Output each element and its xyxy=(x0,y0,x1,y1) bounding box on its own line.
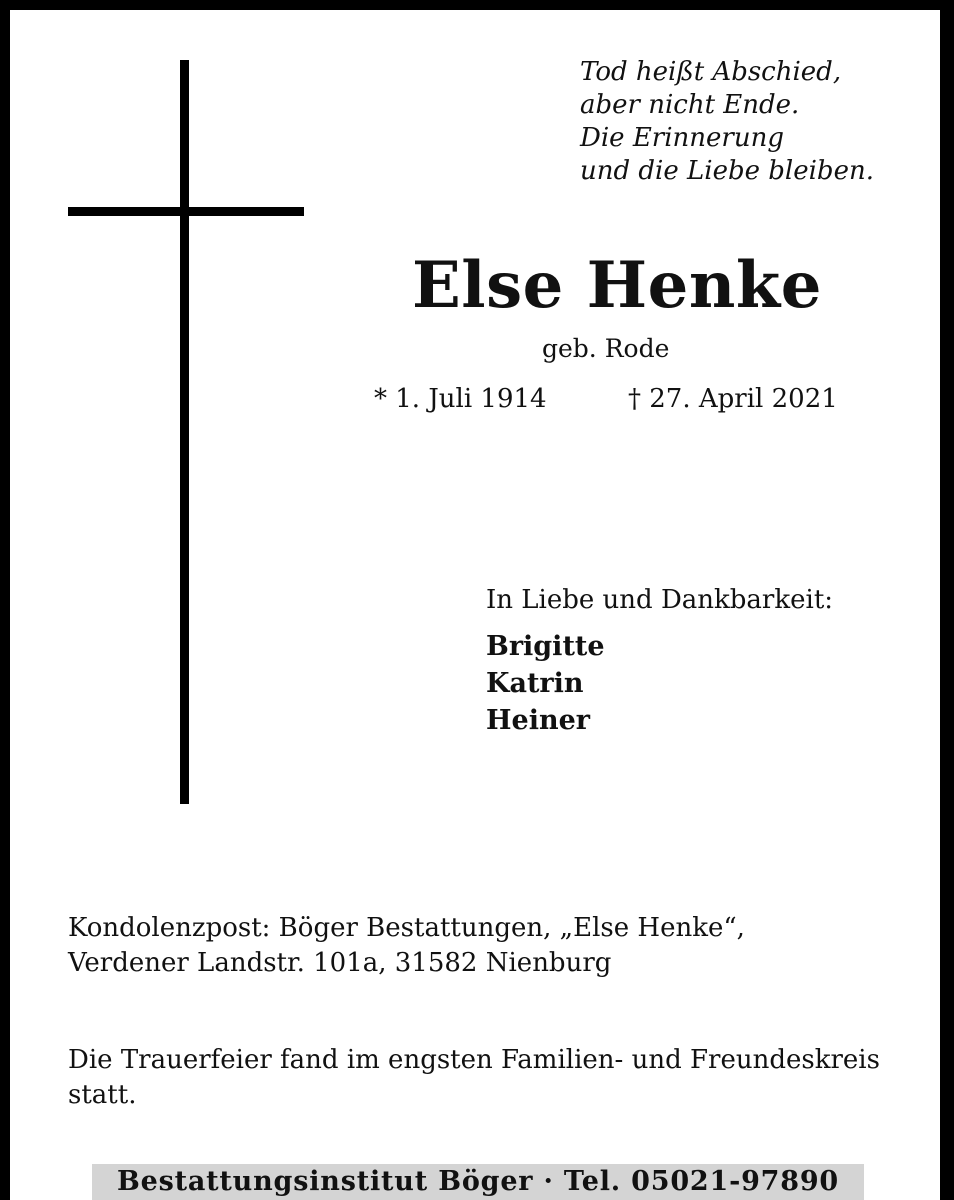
quote-line: Die Erinnerung xyxy=(580,123,784,153)
condolence-address xyxy=(68,911,745,981)
funeral-home-footer: Bestattungsinstitut Böger · Tel. 05021-97890 xyxy=(92,1164,864,1200)
quote-line: und die Liebe bleiben. xyxy=(580,156,874,186)
condolence-line: Verdener Landstr. 101a, 31582 Nienburg xyxy=(68,948,612,978)
memorial-quote xyxy=(580,56,874,188)
cross-vertical-beam xyxy=(180,60,189,804)
deceased-name: Else Henke xyxy=(412,248,822,323)
mourners-list xyxy=(486,628,605,739)
mourner-name: Brigitte xyxy=(486,631,605,662)
cross-horizontal-beam xyxy=(68,207,304,216)
mourners-heading: In Liebe und Dankbarkeit: xyxy=(486,585,834,615)
quote-line: aber nicht Ende. xyxy=(580,90,800,120)
mourner-name: Katrin xyxy=(486,668,584,699)
condolence-line: Kondolenzpost: Böger Bestattungen, „Else Henke“, xyxy=(68,913,745,943)
maiden-name: geb. Rode xyxy=(542,334,670,363)
service-note: Die Trauerfeier fand im engsten Familien- und Freundeskreis statt. xyxy=(68,1045,880,1110)
mourner-name: Heiner xyxy=(486,705,590,736)
quote-line: Tod heißt Abschied, xyxy=(580,57,842,87)
birth-date: * 1. Juli 1914 xyxy=(374,384,547,414)
death-date: † 27. April 2021 xyxy=(628,384,838,414)
